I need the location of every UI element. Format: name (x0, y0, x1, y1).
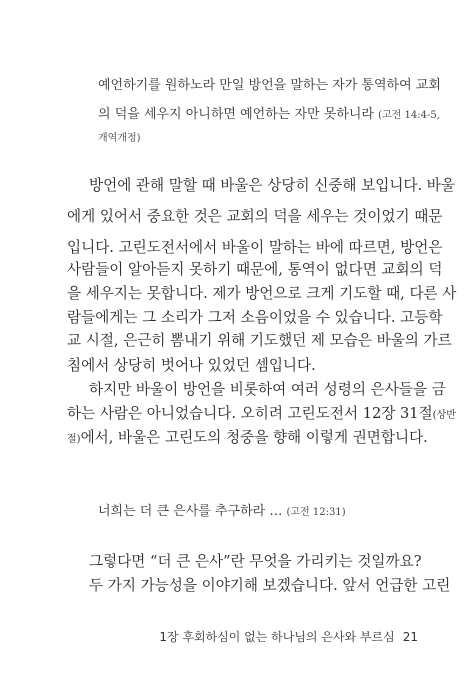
paragraph-line: 침에서 상당히 벗어나 있었던 셈입니다. (67, 357, 316, 374)
scripture-reference: (고전 14:4-5, (378, 110, 440, 121)
paragraph-line: 을 세우지는 못합니다. 제가 방언으로 크게 기도할 때, 다른 사 (67, 285, 457, 302)
quote-text: 너희는 더 큰 은사를 추구하라 … (98, 504, 283, 519)
paragraph-line (67, 404, 456, 426)
paragraph-text: 하는 사람은 아니었습니다. 오히려 고린도전서 12장 31절 (67, 405, 433, 422)
quote-text: 예언하기를 원하노라 만일 방언을 말하는 자가 통역하여 교회 (98, 78, 441, 93)
paragraph-line (67, 428, 428, 450)
paragraph-line: 두 가지 가능성을 이야기해 보겠습니다. 앞서 언급한 고린 (89, 577, 451, 594)
page-footer (159, 628, 418, 645)
paragraph-line: 람들에게는 그 소리가 그저 소음이었을 수 있습니다. 고등학 (67, 309, 443, 326)
paragraph-line: 입니다. 고린도전서에서 바울이 말하는 바에 따르면, 방언은 (67, 239, 443, 256)
paragraph-text: 에서, 바울은 고린도의 청중을 향해 이렇게 권면합니다. (80, 429, 428, 446)
quote-line (98, 500, 414, 519)
paragraph-line: 방언에 관해 말할 때 바울은 상당히 신중해 보입니다. 바울 (89, 177, 455, 194)
paragraph-line: 그렇다면 “더 큰 은사”란 무엇을 가리키는 것일까요? (89, 553, 422, 570)
paragraph-line: 에게 있어서 중요한 것은 교회의 덕을 세우는 것이었기 때문 (67, 208, 443, 225)
paragraph-line: 사람들이 알아듣지 못하기 때문에, 통역이 없다면 교회의 덕 (67, 261, 443, 278)
quote-text: 의 덕을 세우지 아니하면 예언하는 자만 못하니라 (98, 107, 374, 122)
page-number: 21 (402, 630, 418, 644)
paragraph-line: 하지만 바울이 방언을 비롯하여 여러 성령의 은사들을 금 (89, 381, 446, 398)
quote-line (98, 74, 441, 93)
scripture-reference: (고전 12:31) (286, 507, 346, 518)
quote-line (98, 129, 414, 145)
paragraph-line: 교 시절, 은근히 뽐내기 위해 기도했던 제 모습은 바울의 가르 (67, 332, 452, 349)
verse-note: (상반 (432, 410, 456, 421)
verse-note: 절) (67, 434, 81, 445)
chapter-title: 1장 후회하심이 없는 하나님의 은사와 부르심 (159, 630, 395, 644)
quote-line (98, 103, 440, 122)
scripture-reference: 개역개정) (98, 133, 141, 144)
